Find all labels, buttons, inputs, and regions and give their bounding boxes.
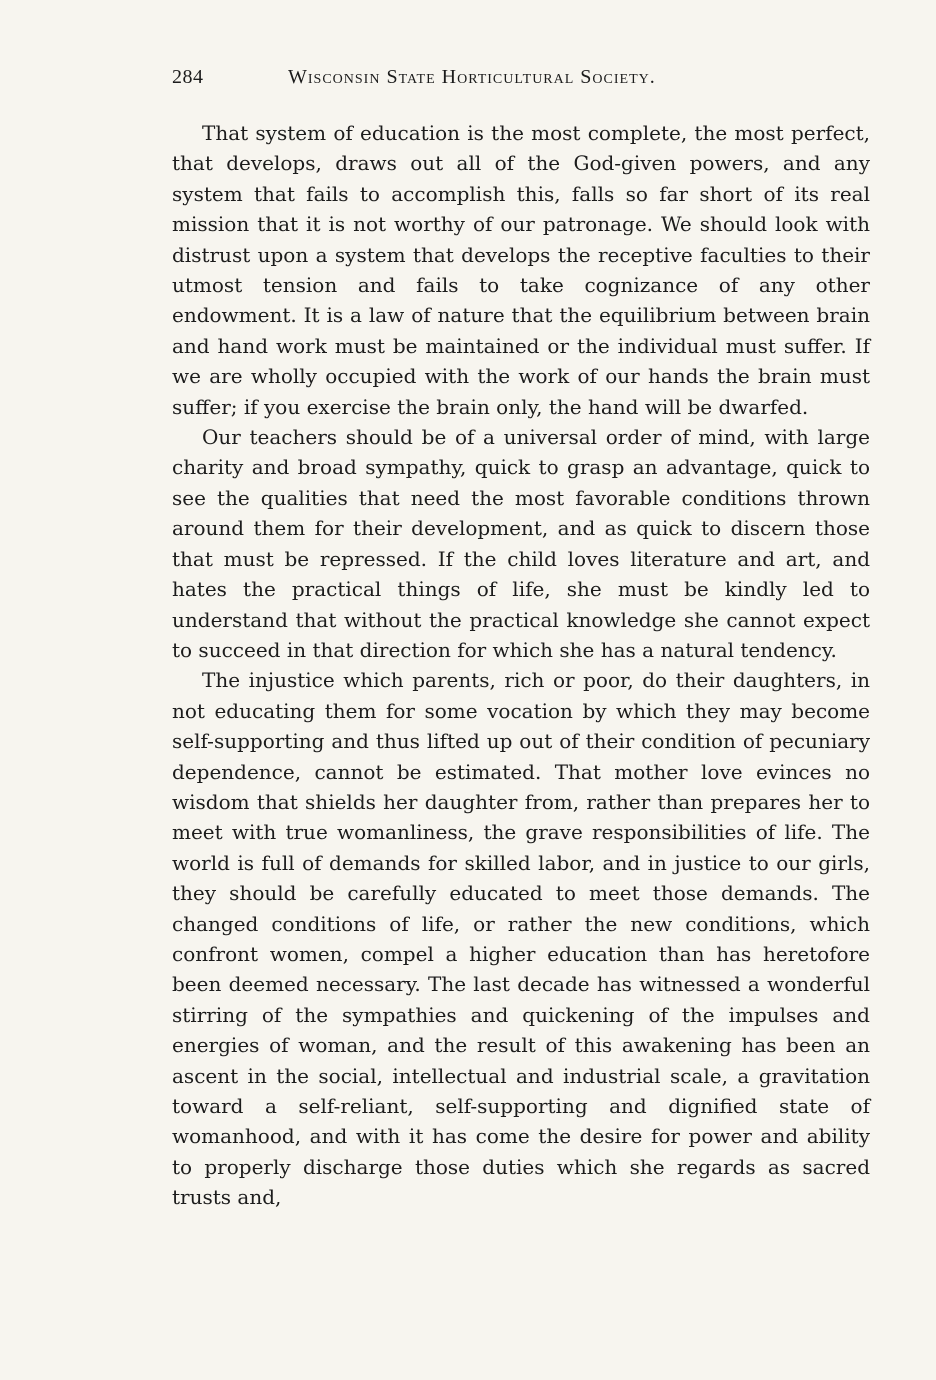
running-title: Wisconsin State Horticultural Society. — [288, 66, 656, 88]
paragraph-teachers: Our teachers should be of a universal order of mind, with large charity and broad sympathy, quick to grasp an advantage, quick to see the qualities that need the most favorable conditions thrown around them for their development, and as quick to discern those that must be repressed. If the child loves literature and art, and hates the practical things of life, she must be kindly led to understand that without the practical knowledge she cannot expect to succeed in that direction for which she has a natural tendency. — [172, 425, 870, 662]
paragraph-education-system: That system of education is the most complete, the most perfect, that develops, draws out all of the God-given powers, and any system that fails to accomplish this, falls so far short of its real mission that it is not worthy of our patronage. We should look with distrust upon a system that develops the receptive faculties to their utmost tension and fails to take cognizance of any other endowment. It is a law of nature that the equilibrium between brain and hand work must be maintained or the individual must suffer. If we are wholly occupied with the work of our hands the brain must suffer; if you exercise the brain only, the hand will be dwarfed. — [172, 121, 870, 419]
body-text — [172, 118, 870, 1213]
running-head — [172, 66, 768, 100]
paragraph-daughters: The injustice which parents, rich or poor, do their daughters, in not educating them for some vocation by which they may become self-supporting and thus lifted up out of their condition of pecuniary dependence, cannot be estimated. That mother love evinces no wisdom that shields her daughter from, rather than prepares her to meet with true womanliness, the grave responsibilities of life. The world is full of demands for skilled labor, and in justice to our girls, they should be carefully educated to meet those demands. The changed conditions of life, or rather the new conditions, which confront women, compel a higher education than has heretofore been deemed necessary. The last decade has witnessed a wonderful stirring of the sympathies and quickening of the impulses and energies of woman, and the result of this awakening has been an ascent in the social, intellectual and industrial scale, a gravitation toward a self-reliant, self-supporting and dignified state of womanhood, and with it has come the desire for power and ability to properly discharge those duties which she regards as sacred trusts and, — [172, 668, 870, 1210]
page-number: 284 — [172, 66, 204, 88]
